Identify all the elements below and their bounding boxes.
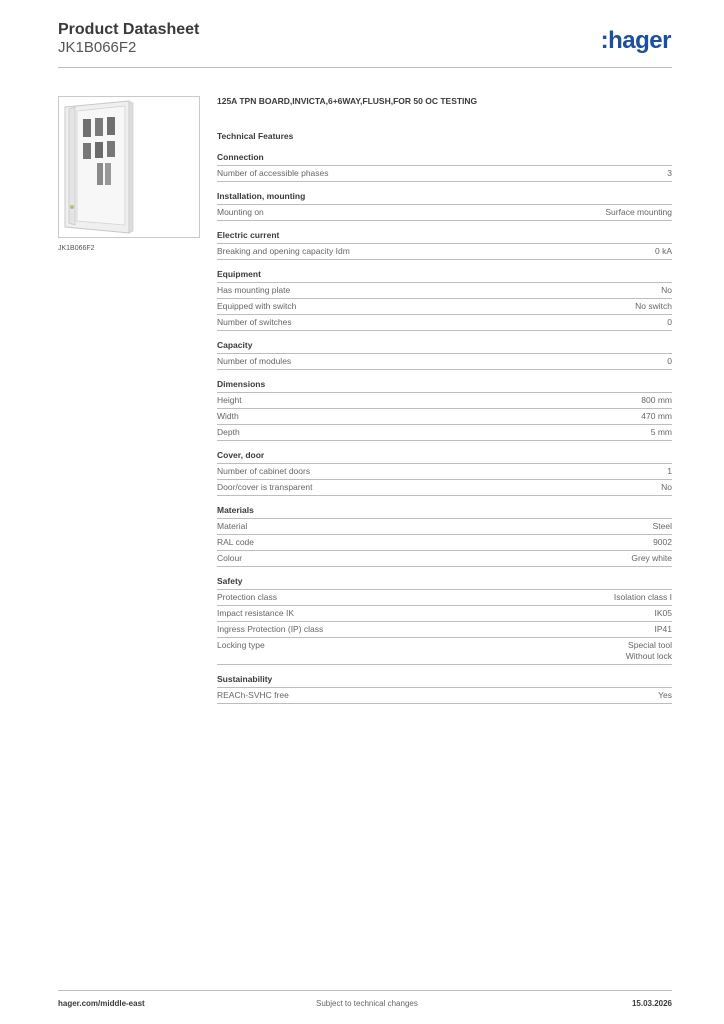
spec-row xyxy=(217,480,672,496)
spec-value xyxy=(667,356,672,367)
spec-value xyxy=(655,246,672,257)
spec-label: Protection class xyxy=(217,592,277,602)
spec-row xyxy=(217,622,672,638)
spec-value-line: 5 mm xyxy=(650,427,672,437)
spec-value xyxy=(667,168,672,179)
spec-group-title: Connection xyxy=(217,152,672,166)
spec-row xyxy=(217,551,672,567)
spec-value xyxy=(653,521,672,532)
spec-row xyxy=(217,166,672,182)
spec-value-line: 9002 xyxy=(653,537,672,547)
product-description: 125A TPN BOARD,INVICTA,6+6WAY,FLUSH,FOR 50 OC TESTING xyxy=(217,96,478,106)
spec-value xyxy=(667,466,672,477)
spec-label: Impact resistance IK xyxy=(217,608,295,618)
spec-value-line: 3 xyxy=(667,168,672,178)
spec-value-line: 0 xyxy=(667,317,672,327)
spec-value-line: Steel xyxy=(652,521,672,531)
spec-label: Number of accessible phases xyxy=(217,168,329,178)
spec-label: RAL code xyxy=(217,537,255,547)
spec-group xyxy=(217,450,672,496)
spec-value-line: Yes xyxy=(658,690,672,700)
spec-value-line: No xyxy=(661,482,672,492)
product-code: JK1B066F2 xyxy=(58,39,137,56)
spec-row xyxy=(217,244,672,260)
spec-row xyxy=(217,354,672,370)
spec-label: Has mounting plate xyxy=(217,285,291,295)
spec-group xyxy=(217,576,672,665)
spec-group-title: Safety xyxy=(217,576,672,590)
spec-row xyxy=(217,590,672,606)
spec-label: Number of modules xyxy=(217,356,292,366)
footer-date: 15.03.2026 xyxy=(631,999,672,1008)
spec-group-title: Dimensions xyxy=(217,379,672,393)
technical-features-heading: Technical Features xyxy=(217,131,294,141)
spec-table xyxy=(217,152,672,713)
spec-row xyxy=(217,688,672,704)
spec-label: Colour xyxy=(217,553,243,563)
spec-group xyxy=(217,505,672,567)
spec-label: Height xyxy=(217,395,242,405)
spec-value-line: No xyxy=(661,285,672,295)
spec-row xyxy=(217,409,672,425)
spec-group xyxy=(217,152,672,182)
spec-value-line: Isolation class I xyxy=(613,592,672,602)
spec-group xyxy=(217,230,672,260)
spec-label: Number of cabinet doors xyxy=(217,466,311,476)
spec-group-title: Installation, mounting xyxy=(217,191,672,205)
spec-value-line: 800 mm xyxy=(641,395,672,405)
spec-value xyxy=(655,608,673,619)
spec-value-line: 0 xyxy=(667,356,672,366)
spec-value-line: IK05 xyxy=(654,608,672,618)
spec-group xyxy=(217,269,672,331)
spec-value xyxy=(641,395,672,406)
spec-row xyxy=(217,393,672,409)
spec-value xyxy=(614,592,672,603)
footer-note: Subject to technical changes xyxy=(316,999,418,1008)
spec-value xyxy=(653,537,672,548)
page-title: Product Datasheet xyxy=(58,21,200,38)
spec-row xyxy=(217,315,672,331)
spec-label: Depth xyxy=(217,427,240,437)
spec-group-title: Electric current xyxy=(217,230,672,244)
spec-row xyxy=(217,464,672,480)
spec-value-line: Grey white xyxy=(631,553,672,563)
spec-group xyxy=(217,340,672,370)
spec-label: Equipped with switch xyxy=(217,301,297,311)
spec-group-title: Cover, door xyxy=(217,450,672,464)
spec-value-line: No switch xyxy=(635,301,672,311)
spec-label: Door/cover is transparent xyxy=(217,482,313,492)
spec-group xyxy=(217,674,672,704)
footer-divider xyxy=(58,990,672,991)
hager-logo-text: :hager xyxy=(600,27,671,54)
spec-value xyxy=(661,482,672,493)
spec-value xyxy=(655,624,673,635)
spec-group-title: Materials xyxy=(217,505,672,519)
spec-row xyxy=(217,425,672,441)
spec-label: Number of switches xyxy=(217,317,292,327)
spec-value xyxy=(605,207,672,218)
spec-label: Material xyxy=(217,521,248,531)
spec-label: Ingress Protection (IP) class xyxy=(217,624,324,634)
spec-value xyxy=(626,640,672,662)
spec-row xyxy=(217,606,672,622)
spec-value-line: 0 kA xyxy=(654,246,672,256)
spec-value xyxy=(661,285,672,296)
spec-value-line: IP41 xyxy=(654,624,672,634)
spec-value xyxy=(641,411,672,422)
spec-value-line: Special tool xyxy=(628,640,672,650)
spec-value xyxy=(651,427,672,438)
hager-logo xyxy=(601,27,671,55)
spec-group-title: Capacity xyxy=(217,340,672,354)
spec-label: REACh-SVHC free xyxy=(217,690,289,700)
spec-label: Locking type xyxy=(217,640,265,650)
spec-value xyxy=(658,690,672,701)
spec-value xyxy=(635,301,672,312)
image-caption: JK1B066F2 xyxy=(58,245,95,252)
footer-website[interactable]: hager.com/middle-east xyxy=(58,999,145,1008)
spec-label: Mounting on xyxy=(217,207,264,217)
spec-row xyxy=(217,283,672,299)
spec-row xyxy=(217,535,672,551)
spec-value xyxy=(631,553,672,564)
spec-group-title: Sustainability xyxy=(217,674,672,688)
spec-value-line: Without lock xyxy=(625,651,672,661)
spec-value xyxy=(667,317,672,328)
spec-label: Width xyxy=(217,411,239,421)
spec-label: Breaking and opening capacity Idm xyxy=(217,246,350,256)
spec-row xyxy=(217,299,672,315)
product-image xyxy=(58,96,200,238)
spec-value-line: Surface mounting xyxy=(605,207,672,217)
spec-row xyxy=(217,638,672,665)
distribution-board-illustration xyxy=(59,97,199,237)
spec-value-line: 1 xyxy=(667,466,672,476)
spec-group xyxy=(217,191,672,221)
header-divider xyxy=(58,67,672,68)
spec-row xyxy=(217,205,672,221)
spec-group xyxy=(217,379,672,441)
spec-value-line: 470 mm xyxy=(641,411,672,421)
spec-group-title: Equipment xyxy=(217,269,672,283)
spec-row xyxy=(217,519,672,535)
